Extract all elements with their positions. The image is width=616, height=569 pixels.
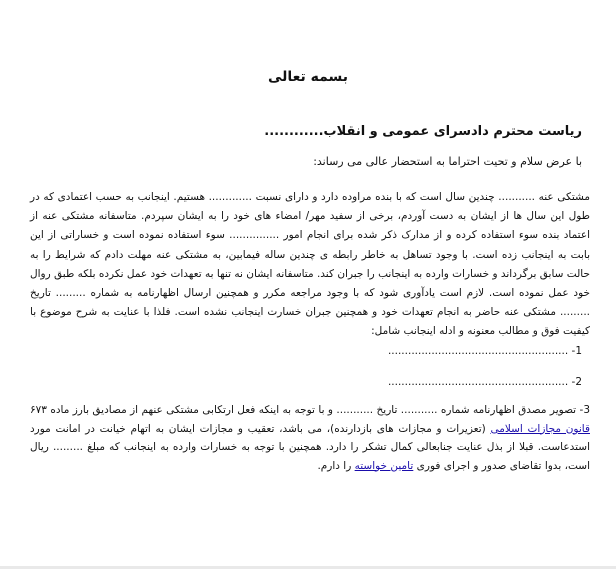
- islamic-penal-code-link[interactable]: قانون مجازات اسلامی: [490, 422, 590, 435]
- item3-text-part2: (تعزیرات و مجازات های بازدارنده)، می باشد، تعقیب و مجازات ایشان به اتهام خیانت در امانت مورد استدعاست. قبلا از بذل عنایت جنابعالی کمال تشکر را دارد. همچنین با توجه به خسارات وارده به اینجانب که مبلغ ......... ریال است، بدوا تقاضای صدور و اجرای فوری: [30, 422, 590, 472]
- claim-security-link[interactable]: تامین خواسته: [354, 459, 414, 472]
- list-item-1: 1- ......................................................: [387, 345, 582, 357]
- list-item-2: 2- ......................................................: [387, 376, 582, 388]
- document-title: بسمه تعالی: [267, 69, 349, 85]
- body-paragraph: مشتکی عنه ........... چندین سال است که با بنده مراوده دارد و دارای نسبت ............. هستیم. اینجانب به حسب اعتمادی که در طول این سال ها از ایشان به دست آوردم، برخی از سفید مهر/ امضاء های خود را به ایشان سپردم. متاسفانه مشتکی عنه از اعتماد بنده سوء استفاده کرده و از مدارک ذکر شده برای انجام امور ............... سوء استفاده نموده است و خساراتی از این بابت به اینجانب زده است. با وجود تساهل به خاطر رابطه ی چندین ساله فیمابین، به مشتکی عنه مهلت دادم که شرایط را به حالت سابق برگرداند و خسارات وارده به اینجانب را جبران کند. متاسفانه ایشان نه تنها به تعهدات خود عمل نکرده بلکه طبق روال خود عمل نموده است. لازم است یادآوری شود که با وجود مراجعه مکرر و همچنین ارسال اظهارنامه به شماره ......... تاریخ ......... مشتکی عنه حاضر به انجام تعهدات خود و همچنین جبران خسارت اینجانب نشده است. فلذا با عنایت به شرح موضوع با کیفیت فوق و مطالب معنونه و ادله اینجانب شامل:: [30, 191, 590, 338]
- paragraph-item-3: [30, 401, 590, 475]
- recipient-heading: ریاست محترم دادسرای عمومی و انقلاب............: [264, 124, 582, 139]
- greeting-line: با عرض سلام و تحیت احتراما به استحضار عالی می رساند:: [313, 155, 582, 168]
- item3-text-part1: 3- تصویر مصدق اظهارنامه شماره ........... تاریخ ........... و با توجه به اینکه فعل ارتکابی مشتکی عنهم از مصادیق بارز ماده ۶۷۳: [30, 404, 590, 416]
- item3-text-part3: را دارم.: [317, 459, 352, 472]
